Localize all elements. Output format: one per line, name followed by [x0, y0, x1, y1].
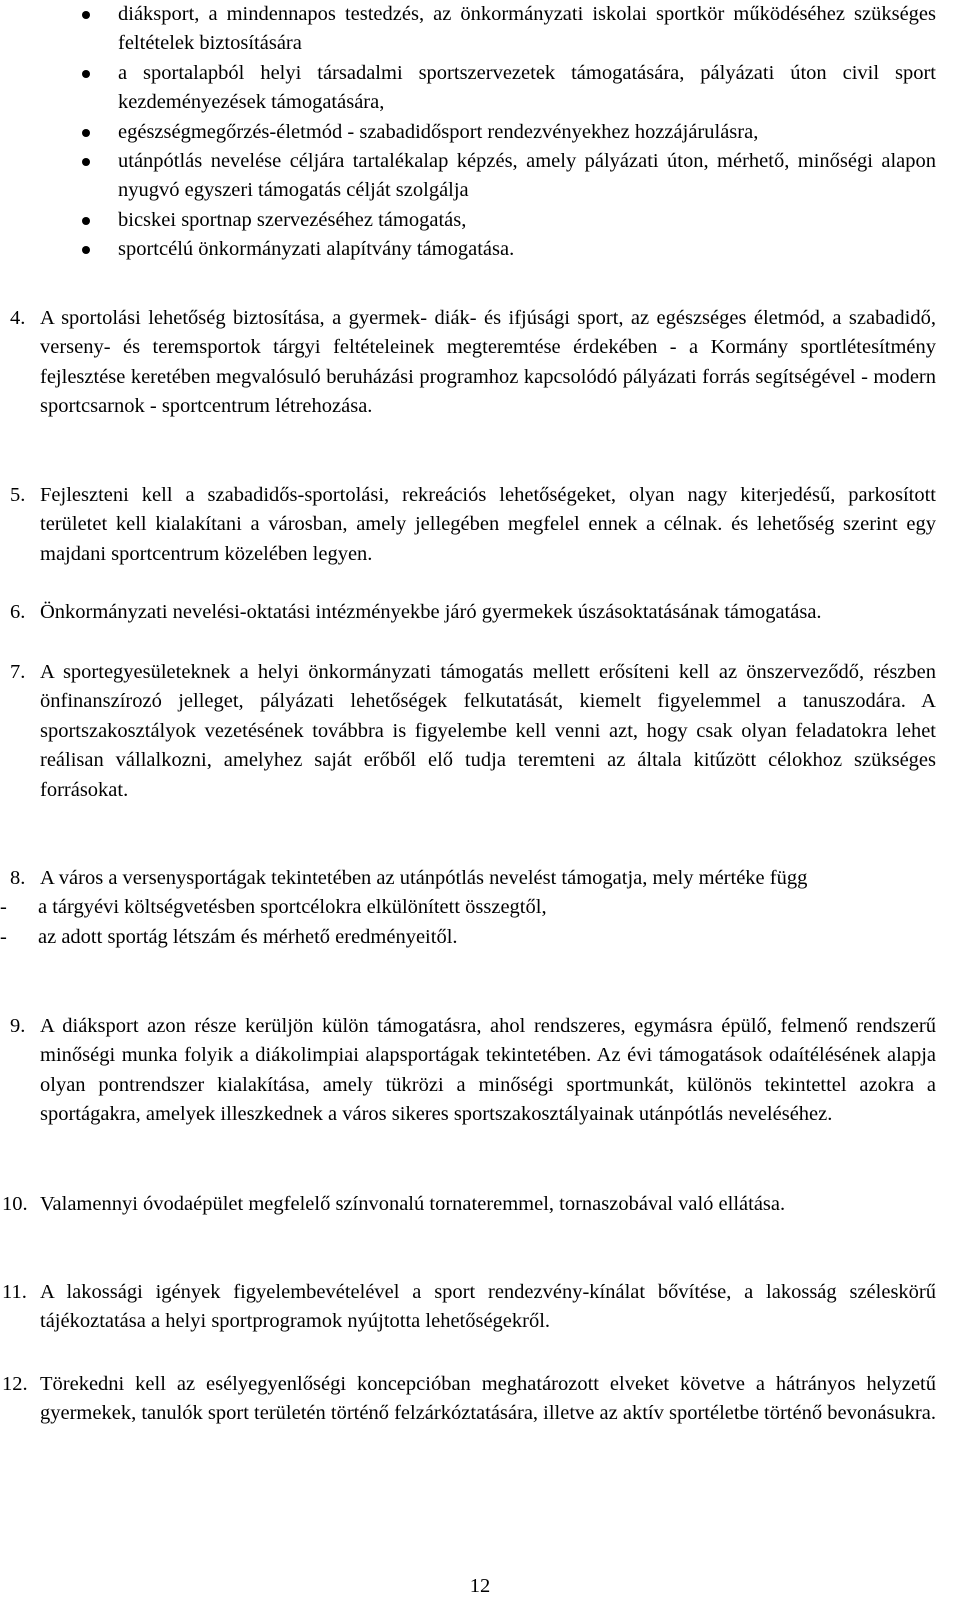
- paragraph-item-4: [0, 304, 960, 422]
- item-text: Önkormányzati nevelési-oktatási intézményekbe járó gyermekek úszásoktatásának támogatása.: [40, 601, 822, 623]
- bullet-icon: [82, 70, 90, 78]
- dash-text: a tárgyévi költségvetésben sportcélokra elkülönített összegtől,: [38, 896, 547, 919]
- dash-line: [0, 923, 936, 952]
- item-text-block: [0, 864, 936, 952]
- item-text: Törekedni kell az esélyegyenlőségi koncepcióban meghatározott elveket követve a hátrányos helyzetű gyermekek, tanulók sport területén történő felzárkóztatására, illetve az aktív sportéletbe történő bevonásukra.: [40, 1373, 936, 1425]
- item-text: A város a versenysportágak tekintetében az utánpótlás nevelést támogatja, mely mértéke függ: [40, 867, 808, 889]
- page-number: 12: [469, 1575, 491, 1597]
- list-item: [0, 118, 960, 147]
- list-item-text: a sportalapból helyi társadalmi sportszervezetek támogatására, pályázati úton civil sport kezdeményezések támogatására,: [118, 61, 936, 114]
- list-item-text: utánpótlás nevelése céljára tartalékalap képzés, amely pályázati úton, mérhető, minőségi alapon nyugvó egyszeri támogatás célját szolgálja: [118, 150, 936, 202]
- paragraph-item-7: [0, 658, 960, 805]
- paragraph-item-11: [0, 1278, 960, 1337]
- item-text: A lakossági igények figyelembevételével a sport rendezvény-kínálat bővítése, a lakosság széleskörű tájékoztatása a helyi sportprogramok nyújtotta lehetőségekről.: [40, 1281, 936, 1333]
- paragraph-item-10: [0, 1190, 960, 1219]
- paragraph-item-9: [0, 1012, 960, 1130]
- item-number: 5.: [10, 484, 26, 506]
- item-number: 9.: [10, 1015, 26, 1037]
- list-item-text: diáksport, a mindennapos testedzés, az önkormányzati iskolai sportkör működéséhez szükséges feltételek biztosítására: [118, 3, 936, 55]
- item-number: 6.: [10, 601, 26, 623]
- list-item: [0, 0, 960, 59]
- list-item-text: sportcélú önkormányzati alapítvány támogatása.: [118, 238, 515, 261]
- dash-marker: -: [0, 925, 7, 948]
- item-text: A sportolási lehetőség biztosítása, a gyermek- diák- és ifjúsági sport, az egészséges életmód, a szabadidő, verseny- és teremsportok tárgyi feltételeinek megteremtése érdekében - a Kormány sportlétesítmény fejlesztése keretében megvalósuló beruházási programhoz kapcsolódó pályázati forrás segítségével - modern sportcsarnok - sportcentrum létrehozása.: [40, 307, 936, 418]
- bullet-icon: [82, 129, 90, 137]
- paragraph-item-6: [0, 598, 960, 627]
- list-item: [0, 235, 960, 264]
- dash-line: [0, 893, 936, 922]
- bullet-icon: [82, 246, 90, 254]
- bullet-icon: [82, 11, 90, 19]
- paragraph-item-8: [0, 864, 960, 952]
- item-number: 11.: [2, 1281, 27, 1303]
- item-number: 8.: [10, 867, 26, 889]
- dash-marker: -: [0, 896, 7, 919]
- list-item: [0, 59, 960, 118]
- bullet-list: [0, 0, 960, 265]
- paragraph-item-5: [0, 481, 960, 569]
- bullet-icon: [82, 158, 90, 166]
- bullet-icon: [82, 217, 90, 225]
- item-number: 12.: [2, 1373, 28, 1395]
- list-item: [0, 147, 960, 206]
- paragraph-item-12: [0, 1370, 960, 1429]
- item-text: Valamennyi óvodaépület megfelelő színvonalú tornateremmel, tornaszobával való ellátása.: [40, 1193, 786, 1215]
- dash-text: az adott sportág létszám és mérhető eredményeitől.: [38, 925, 458, 948]
- item-number: 4.: [10, 307, 26, 329]
- list-item-text: bicskei sportnap szervezéséhez támogatás,: [118, 208, 467, 231]
- item-text: A sportegyesületeknek a helyi önkormányzati támogatás mellett erősíteni kell az önszerveződő, részben önfinanszírozó jelleget, pályázati lehetőségek felkutatását, kiemelt figyelemmel a tanuszodára. A sportszakosztályok vezetésének továbbra is figyelembe kell venni azt, hogy csak olyan feladatokra lehet reálisan vállalkozni, amelyhez saját erőből elő tudja teremteni az általa kitűzött célokhoz szükséges forrásokat.: [40, 661, 936, 801]
- list-item: [0, 206, 960, 235]
- item-text: A diáksport azon része kerüljön külön támogatásra, ahol rendszeres, egymásra épülő, felmenő rendszerű minőségi munka folyik a diákolimpiai alapsportágak tekintetében. Az évi támogatások odaítélésének alapja olyan pontrendszer kialakítása, amely tükrözi a minőségi sportmunkát, különös tekintettel azokra a sportágakra, amelyek illeszkednek a város sikeres sportszakosztályainak utánpótlás neveléséhez.: [40, 1015, 936, 1126]
- item-number: 10.: [2, 1193, 28, 1215]
- list-item-text: egészségmegőrzés-életmód - szabadidősport rendezvényekhez hozzájárulásra,: [118, 120, 759, 143]
- item-number: 7.: [10, 661, 26, 683]
- item-text: Fejleszteni kell a szabadidős-sportolási, rekreációs lehetőségeket, olyan nagy kiterjedésű, parkosított területet kell kialakítani a városban, amely jellegében megfelel ennek a célnak. és lehetőség szerint egy majdani sportcentrum közelében legyen.: [40, 484, 936, 565]
